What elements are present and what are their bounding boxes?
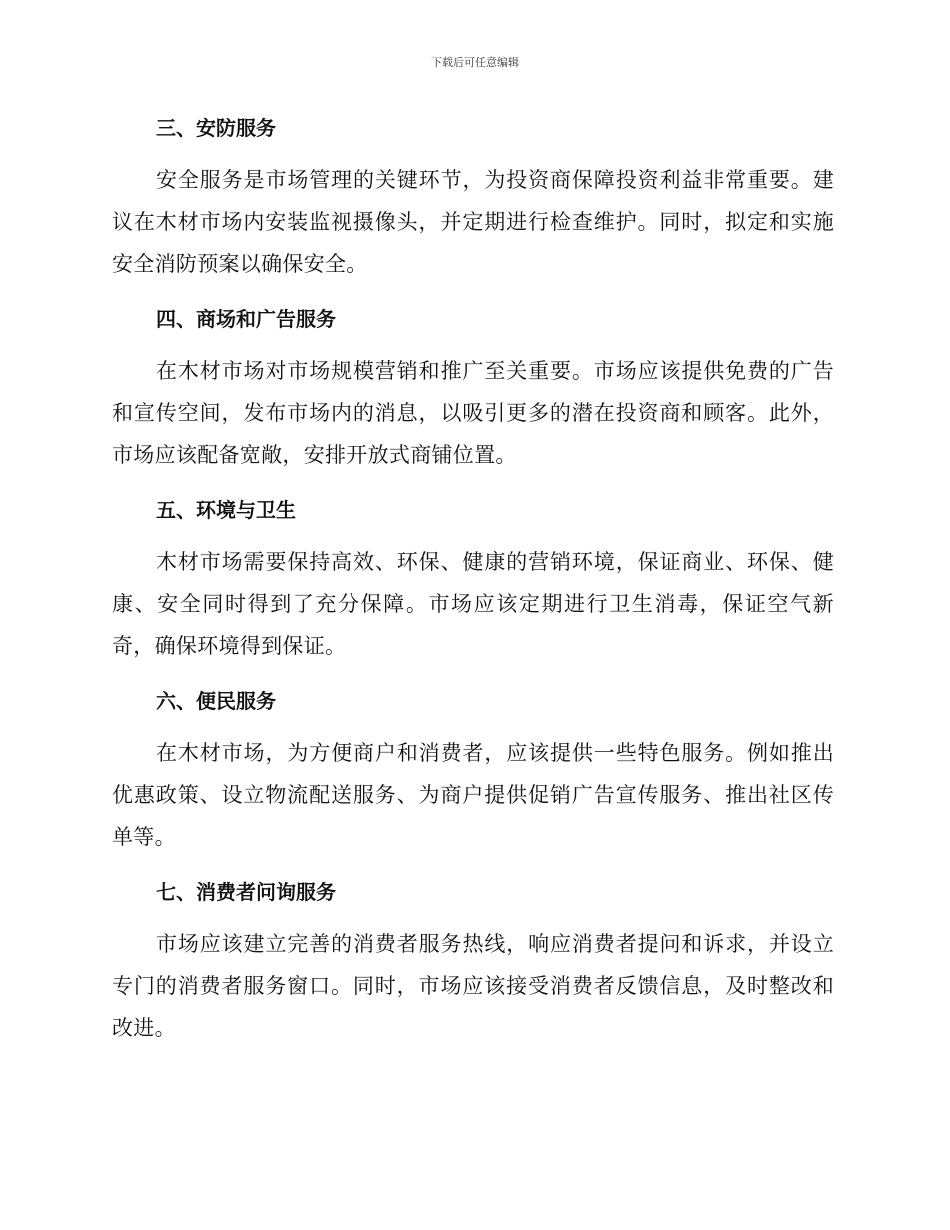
section-paragraph: 在木材市场，为方便商户和消费者，应该提供一些特色服务。例如推出优惠政策、设立物流配送服务、为商户提供促销广告宣传服务、推出社区传单等。 (112, 741, 834, 849)
section-heading: 五、环境与卫生 (156, 498, 296, 522)
section-security (112, 108, 834, 285)
section-heading: 四、商场和广告服务 (156, 307, 336, 331)
section-convenience (112, 681, 834, 858)
section-advertising (112, 299, 834, 476)
section-paragraph: 木材市场需要保持高效、环保、健康的营销环境，保证商业、环保、健康、安全同时得到了充分保障。市场应该定期进行卫生消毒，保证空气新奇，确保环境得到保证。 (112, 550, 834, 658)
section-environment (112, 490, 834, 667)
page-header: 下载后可任意编辑 (431, 56, 519, 69)
section-heading: 七、消费者问询服务 (156, 880, 336, 904)
document-body (112, 108, 834, 1063)
section-consumer-inquiry (112, 872, 834, 1049)
section-paragraph: 安全服务是市场管理的关键环节，为投资商保障投资利益非常重要。建议在木材市场内安装监视摄像头，并定期进行检查维护。同时，拟定和实施安全消防预案以确保安全。 (112, 168, 834, 276)
section-heading: 三、安防服务 (156, 116, 276, 140)
section-paragraph: 在木材市场对市场规模营销和推广至关重要。市场应该提供免费的广告和宣传空间，发布市场内的消息，以吸引更多的潜在投资商和顾客。此外，市场应该配备宽敞，安排开放式商铺位置。 (112, 359, 834, 467)
section-paragraph: 市场应该建立完善的消费者服务热线，响应消费者提问和诉求，并设立专门的消费者服务窗口。同时，市场应该接受消费者反馈信息，及时整改和改进。 (112, 932, 834, 1040)
section-heading: 六、便民服务 (156, 689, 276, 713)
